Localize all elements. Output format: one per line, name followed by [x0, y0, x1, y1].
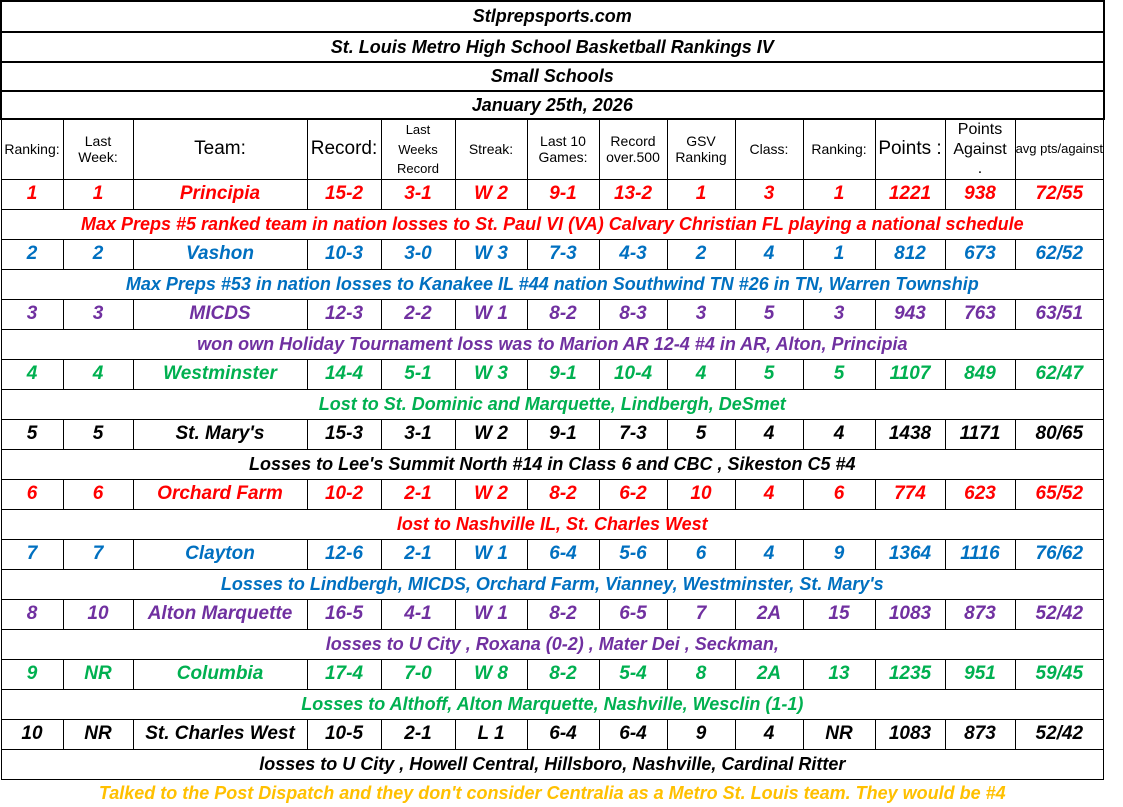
- last-week-cell: 3: [63, 299, 133, 329]
- points-against-cell: 623: [945, 479, 1015, 509]
- team-name: Principia: [133, 179, 307, 209]
- class-cell: 4: [735, 479, 803, 509]
- record-cell: 14-4: [307, 359, 381, 389]
- last-weeks-record-cell: 3-1: [381, 419, 455, 449]
- points-against-cell: 873: [945, 599, 1015, 629]
- last-10-cell: 8-2: [527, 479, 599, 509]
- team-note: Losses to Lee's Summit North #14 in Class 6 and CBC , Sikeston C5 #4: [1, 449, 1104, 479]
- team-note-row: [1, 629, 1104, 659]
- class-ranking-cell: 1: [803, 239, 875, 269]
- rank-cell: 10: [1, 719, 63, 749]
- avg-cell: 52/42: [1015, 599, 1104, 629]
- record-cell: 10-5: [307, 719, 381, 749]
- streak-cell: W 3: [455, 359, 527, 389]
- points-cell: 1364: [875, 539, 945, 569]
- last-week-cell: 4: [63, 359, 133, 389]
- team-row: [1, 239, 1104, 269]
- last-10-cell: 6-4: [527, 539, 599, 569]
- team-note: won own Holiday Tournament loss was to Marion AR 12-4 #4 in AR, Alton, Principia: [1, 329, 1104, 359]
- col-last-10: Last 10 Games:: [527, 119, 599, 179]
- team-note: lost to Nashville IL, St. Charles West: [1, 509, 1104, 539]
- last-weeks-record-cell: 2-1: [381, 479, 455, 509]
- last-10-cell: 9-1: [527, 419, 599, 449]
- class-ranking-cell: 1: [803, 179, 875, 209]
- team-note-row: [1, 329, 1104, 359]
- team-name: St. Charles West: [133, 719, 307, 749]
- avg-cell: 72/55: [1015, 179, 1104, 209]
- over-500-cell: 6-4: [599, 719, 667, 749]
- team-row: [1, 419, 1104, 449]
- team-row: [1, 599, 1104, 629]
- last-week-cell: 7: [63, 539, 133, 569]
- class-cell: 2A: [735, 659, 803, 689]
- team-row: [1, 659, 1104, 689]
- over-500-cell: 6-5: [599, 599, 667, 629]
- over-500-cell: 7-3: [599, 419, 667, 449]
- rank-cell: 7: [1, 539, 63, 569]
- team-name: Vashon: [133, 239, 307, 269]
- gsv-cell: 10: [667, 479, 735, 509]
- col-points-against: Points Against .: [945, 119, 1015, 179]
- class-cell: 5: [735, 299, 803, 329]
- gsv-cell: 6: [667, 539, 735, 569]
- team-note: Max Preps #53 in nation losses to Kanakee IL #44 nation Southwind TN #26 in TN, Warren Township: [1, 269, 1104, 299]
- last-week-cell: 1: [63, 179, 133, 209]
- avg-cell: 62/52: [1015, 239, 1104, 269]
- gsv-cell: 3: [667, 299, 735, 329]
- record-cell: 16-5: [307, 599, 381, 629]
- team-note-row: [1, 749, 1104, 779]
- page-title: St. Louis Metro High School Basketball Rankings IV: [1, 32, 1104, 62]
- team-note: Losses to Lindbergh, MICDS, Orchard Farm, Vianney, Westminster, St. Mary's: [1, 569, 1104, 599]
- points-against-cell: 938: [945, 179, 1015, 209]
- team-note: Losses to Althoff, Alton Marquette, Nashville, Wesclin (1-1): [1, 689, 1104, 719]
- rank-cell: 4: [1, 359, 63, 389]
- record-cell: 10-2: [307, 479, 381, 509]
- points-cell: 1235: [875, 659, 945, 689]
- team-name: Columbia: [133, 659, 307, 689]
- class-ranking-cell: 13: [803, 659, 875, 689]
- team-name: Westminster: [133, 359, 307, 389]
- class-cell: 4: [735, 419, 803, 449]
- points-against-cell: 873: [945, 719, 1015, 749]
- team-name: MICDS: [133, 299, 307, 329]
- rank-cell: 9: [1, 659, 63, 689]
- team-note: losses to U City , Roxana (0-2) , Mater Dei , Seckman,: [1, 629, 1104, 659]
- col-record: Record:: [307, 119, 381, 179]
- team-row: [1, 479, 1104, 509]
- over-500-cell: 8-3: [599, 299, 667, 329]
- last-weeks-record-cell: 5-1: [381, 359, 455, 389]
- avg-cell: 63/51: [1015, 299, 1104, 329]
- team-name: St. Mary's: [133, 419, 307, 449]
- class-ranking-cell: 15: [803, 599, 875, 629]
- rank-cell: 8: [1, 599, 63, 629]
- points-cell: 1083: [875, 719, 945, 749]
- team-note-row: [1, 509, 1104, 539]
- team-note-row: [1, 269, 1104, 299]
- streak-cell: W 8: [455, 659, 527, 689]
- gsv-cell: 1: [667, 179, 735, 209]
- col-team: Team:: [133, 119, 307, 179]
- last-week-cell: 2: [63, 239, 133, 269]
- record-cell: 10-3: [307, 239, 381, 269]
- class-ranking-cell: 9: [803, 539, 875, 569]
- avg-cell: 76/62: [1015, 539, 1104, 569]
- col-avg: avg pts/against: [1015, 119, 1104, 179]
- points-against-cell: 951: [945, 659, 1015, 689]
- rank-cell: 5: [1, 419, 63, 449]
- gsv-cell: 2: [667, 239, 735, 269]
- over-500-cell: 10-4: [599, 359, 667, 389]
- last-weeks-record-cell: 4-1: [381, 599, 455, 629]
- team-note-row: [1, 689, 1104, 719]
- last-week-cell: 5: [63, 419, 133, 449]
- col-last-week: Last Week:: [63, 119, 133, 179]
- gsv-cell: 8: [667, 659, 735, 689]
- team-note: losses to U City , Howell Central, Hillsboro, Nashville, Cardinal Ritter: [1, 749, 1104, 779]
- class-ranking-cell: 3: [803, 299, 875, 329]
- class-cell: 4: [735, 719, 803, 749]
- streak-cell: W 1: [455, 599, 527, 629]
- avg-cell: 59/45: [1015, 659, 1104, 689]
- team-row: [1, 719, 1104, 749]
- last-10-cell: 8-2: [527, 299, 599, 329]
- last-10-cell: 7-3: [527, 239, 599, 269]
- last-weeks-record-cell: 3-1: [381, 179, 455, 209]
- points-cell: 774: [875, 479, 945, 509]
- team-note-row: [1, 209, 1104, 239]
- last-weeks-record-cell: 7-0: [381, 659, 455, 689]
- over-500-cell: 6-2: [599, 479, 667, 509]
- class-ranking-cell: 6: [803, 479, 875, 509]
- class-cell: 4: [735, 539, 803, 569]
- class-ranking-cell: 4: [803, 419, 875, 449]
- team-name: Alton Marquette: [133, 599, 307, 629]
- col-class: Class:: [735, 119, 803, 179]
- over-500-cell: 5-6: [599, 539, 667, 569]
- ranking-date: January 25th, 2026: [1, 91, 1104, 119]
- col-last-weeks-record: Last Weeks Record: [381, 119, 455, 179]
- col-class-ranking: Ranking:: [803, 119, 875, 179]
- team-row: [1, 359, 1104, 389]
- last-weeks-record-cell: 2-2: [381, 299, 455, 329]
- record-cell: 12-6: [307, 539, 381, 569]
- last-week-cell: 6: [63, 479, 133, 509]
- footer-note: Talked to the Post Dispatch and they don't consider Centralia as a Metro St. Louis team. They would be #4: [98, 782, 1006, 803]
- last-week-cell: NR: [63, 659, 133, 689]
- last-week-cell: 10: [63, 599, 133, 629]
- team-note: Lost to St. Dominic and Marquette, Lindbergh, DeSmet: [1, 389, 1104, 419]
- col-gsv-ranking: GSV Ranking: [667, 119, 735, 179]
- avg-cell: 62/47: [1015, 359, 1104, 389]
- streak-cell: W 2: [455, 479, 527, 509]
- points-against-cell: 673: [945, 239, 1015, 269]
- team-note-row: [1, 569, 1104, 599]
- rank-cell: 6: [1, 479, 63, 509]
- points-cell: 1221: [875, 179, 945, 209]
- avg-cell: 80/65: [1015, 419, 1104, 449]
- streak-cell: L 1: [455, 719, 527, 749]
- last-week-cell: NR: [63, 719, 133, 749]
- class-ranking-cell: 5: [803, 359, 875, 389]
- class-cell: 5: [735, 359, 803, 389]
- col-streak: Streak:: [455, 119, 527, 179]
- footer-row: [1, 779, 1104, 807]
- streak-cell: W 1: [455, 539, 527, 569]
- points-cell: 943: [875, 299, 945, 329]
- team-name: Clayton: [133, 539, 307, 569]
- team-note: Max Preps #5 ranked team in nation losses to St. Paul VI (VA) Calvary Christian FL playing a national schedule: [1, 209, 1104, 239]
- over-500-cell: 4-3: [599, 239, 667, 269]
- team-name: Orchard Farm: [133, 479, 307, 509]
- record-cell: 17-4: [307, 659, 381, 689]
- streak-cell: W 2: [455, 419, 527, 449]
- points-against-cell: 1116: [945, 539, 1015, 569]
- rank-cell: 1: [1, 179, 63, 209]
- class-cell: 2A: [735, 599, 803, 629]
- over-500-cell: 13-2: [599, 179, 667, 209]
- points-cell: 1438: [875, 419, 945, 449]
- avg-cell: 65/52: [1015, 479, 1104, 509]
- class-cell: 4: [735, 239, 803, 269]
- last-weeks-record-cell: 2-1: [381, 539, 455, 569]
- team-row: [1, 539, 1104, 569]
- points-cell: 1083: [875, 599, 945, 629]
- team-row: [1, 179, 1104, 209]
- last-weeks-record-cell: 3-0: [381, 239, 455, 269]
- avg-cell: 52/42: [1015, 719, 1104, 749]
- last-10-cell: 8-2: [527, 599, 599, 629]
- rank-cell: 2: [1, 239, 63, 269]
- record-cell: 15-2: [307, 179, 381, 209]
- points-cell: 812: [875, 239, 945, 269]
- team-row: [1, 299, 1104, 329]
- gsv-cell: 9: [667, 719, 735, 749]
- last-10-cell: 6-4: [527, 719, 599, 749]
- points-against-cell: 1171: [945, 419, 1015, 449]
- streak-cell: W 2: [455, 179, 527, 209]
- record-cell: 12-3: [307, 299, 381, 329]
- points-against-cell: 763: [945, 299, 1015, 329]
- streak-cell: W 1: [455, 299, 527, 329]
- points-cell: 1107: [875, 359, 945, 389]
- gsv-cell: 7: [667, 599, 735, 629]
- class-cell: 3: [735, 179, 803, 209]
- last-10-cell: 9-1: [527, 359, 599, 389]
- rank-cell: 3: [1, 299, 63, 329]
- gsv-cell: 4: [667, 359, 735, 389]
- team-note-row: [1, 389, 1104, 419]
- record-cell: 15-3: [307, 419, 381, 449]
- site-name: Stlprepsports.com: [1, 1, 1104, 32]
- division-title: Small Schools: [1, 62, 1104, 91]
- col-points: Points :: [875, 119, 945, 179]
- col-ranking: Ranking:: [1, 119, 63, 179]
- team-note-row: [1, 449, 1104, 479]
- gsv-cell: 5: [667, 419, 735, 449]
- over-500-cell: 5-4: [599, 659, 667, 689]
- last-10-cell: 9-1: [527, 179, 599, 209]
- points-against-cell: 849: [945, 359, 1015, 389]
- col-record-over-500: Record over.500: [599, 119, 667, 179]
- class-ranking-cell: NR: [803, 719, 875, 749]
- last-weeks-record-cell: 2-1: [381, 719, 455, 749]
- streak-cell: W 3: [455, 239, 527, 269]
- last-10-cell: 8-2: [527, 659, 599, 689]
